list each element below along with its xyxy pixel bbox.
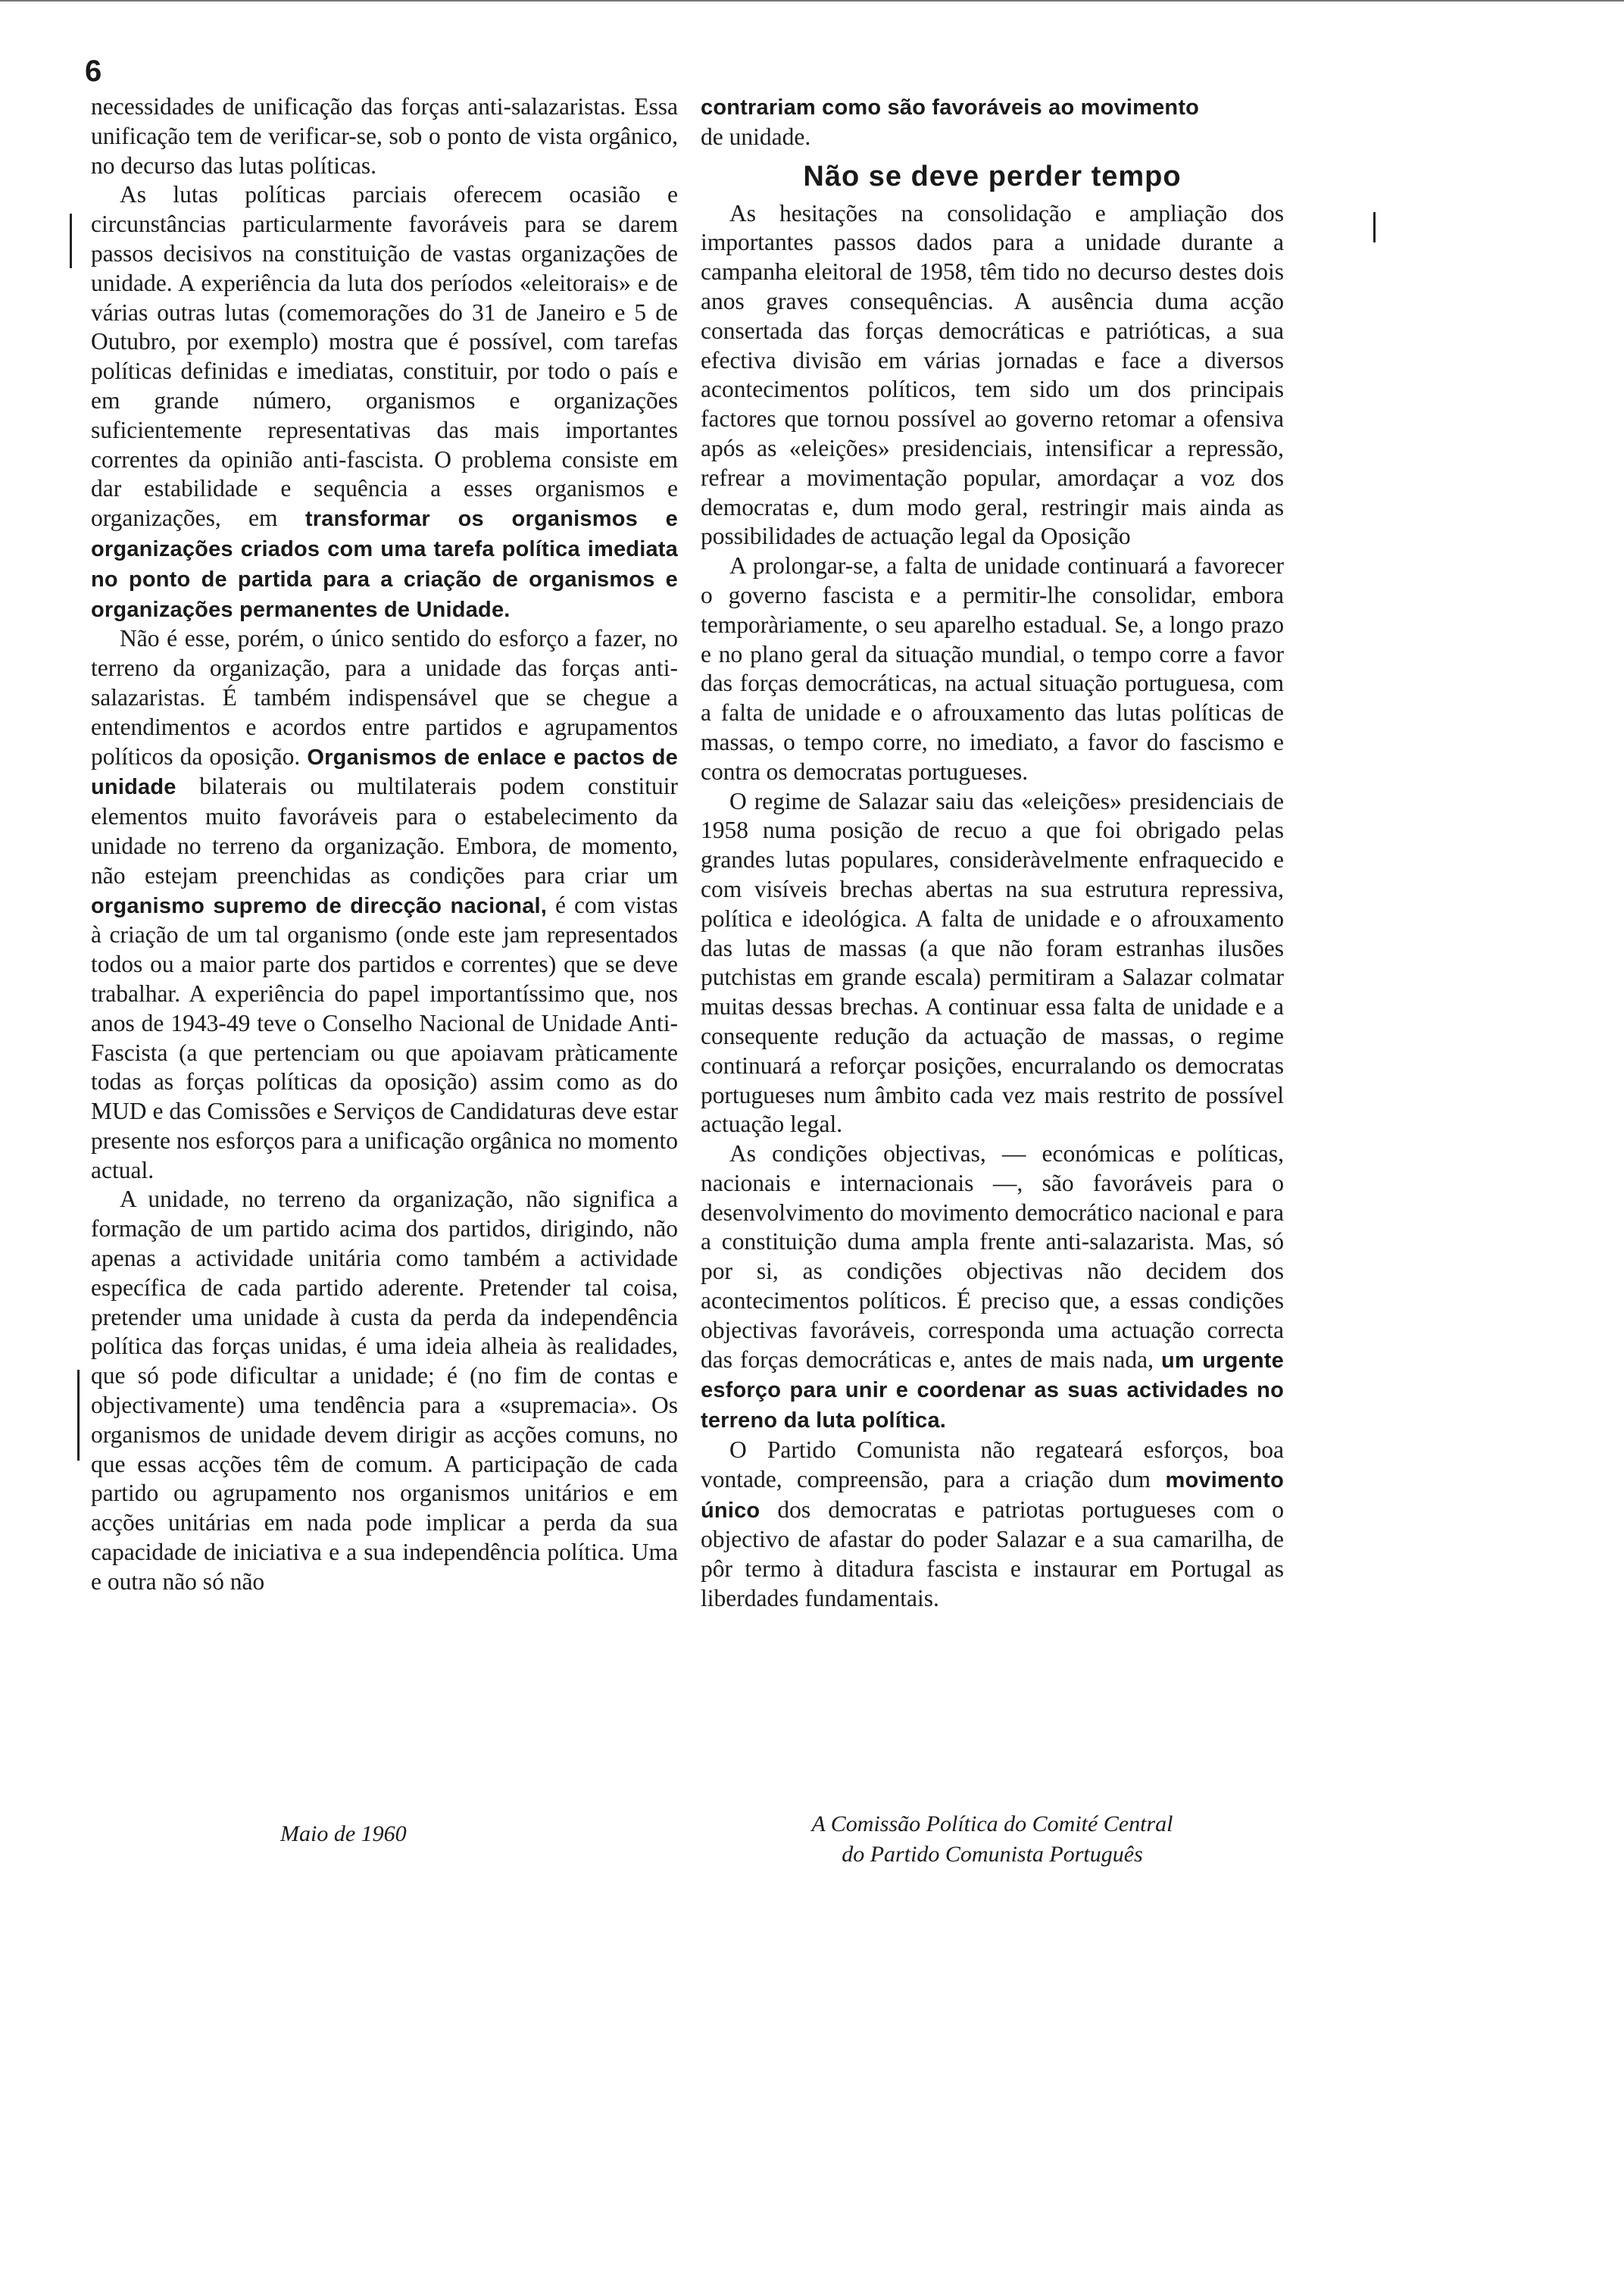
right-paragraph-0: contrariam como são favoráveis ao movimento de unidade. [701, 95, 1200, 150]
margin-mark [77, 1370, 80, 1461]
bold-phrase: organismo supremo de direcção nacional, [91, 893, 548, 918]
left-paragraph-2: As lutas políticas parciais oferecem ocasião e circunstâncias particularmente favoráveis para se darem passos decisivos na constituição de vastas organizações de unidade. A experiência da luta dos períodos «eleitorais» e de várias outras lutas (comemorações do 31 de Janeiro e 5 de Outubro, por exemplo) mostra que é possível, com tarefas políticas definidas e imediatas, constituir, por todo o país e em grande número, organismos e organizações suficientemente representativas das mais importantes correntes da opinião anti-fascista. O problema consiste em dar estabilidade e sequência a esses organismos e organizações, em transformar os organismos e organizações criados com uma tarefa política imediata no ponto de partida para a criação de organismos e organizações permanentes de Unidade. [91, 181, 678, 622]
top-rule [0, 0, 1624, 2]
signature-line-1: A Comissão Política do Comité Central [811, 1811, 1173, 1836]
bold-phrase: Organismos de enlace e pactos de unidade [91, 745, 678, 800]
signature-block [701, 1809, 1284, 1870]
bold-phrase: contrariam como são favoráveis ao movimento [701, 95, 1200, 120]
bold-phrase: um urgente esforço para unir e coordenar as suas actividades no terreno da luta política. [701, 1348, 1284, 1433]
right-paragraph-5: O Partido Comunista não regateará esforços, boa vontade, compreensão, para a criação dum movimento único dos democratas e patriotas portugueses com o objectivo de afastar do poder Salazar e a sua camarilha, de pôr termo à ditadura fascista e instaurar em Portugal as liberdades fundamentais. [701, 1436, 1284, 1612]
signature-line-2: do Partido Comunista Português [842, 1842, 1143, 1867]
left-column [91, 92, 678, 1597]
page-number: 6 [85, 55, 102, 88]
left-paragraph-1: necessidades de unificação das forças anti-salazaristas. Essa unificação tem de verificar-se, sob o ponto de vista orgânico, no decurso das lutas políticas. [91, 93, 678, 179]
right-column [701, 92, 1284, 1614]
margin-mark [1373, 212, 1376, 242]
right-paragraph-3: O regime de Salazar saiu das «eleições» presidenciais de 1958 numa posição de recuo a que foi obrigado pelas grandes lutas populares, consideràvelmente enfraquecido e com visíveis brechas abertas na sua estrutura repressiva, política e ideológica. A falta de unidade e o afrouxamento das lutas de massas (a que não foram estranhas ilusões putchistas em grande escala) permitiram a Salazar colmatar muitas dessas brechas. A continuar essa falta de unidade e a consequente redução da actuação de massas, o regime continuará a reforçar posições, encurralando os democratas portugueses num âmbito cada vez mais restrito de possível actuação legal. [701, 787, 1284, 1138]
right-paragraph-4: As condições objectivas, — económicas e políticas, nacionais e internacionais —, são favoráveis para o desenvolvimento do movimento democrático nacional e para a constituição duma ampla frente anti-salazarista. Mas, só por si, as condições objectivas não decidem dos acontecimentos políticos. É preciso que, a essas condições objectivas favoráveis, corresponda uma actuação correcta das forças democráticas e, antes de mais nada, um urgente esforço para unir e coordenar as suas actividades no terreno da luta política. [701, 1140, 1284, 1433]
right-paragraph-2: A prolongar-se, a falta de unidade continuará a favorecer o governo fascista e a permitir-lhe consolidar, embora temporàriamente, o seu aparelho estadual. Se, a longo prazo e no plano geral da situação mundial, o tempo corre a favor das forças democráticas, na actual situação portuguesa, com a falta de unidade e o afrouxamento das lutas políticas de massas, o tempo corre, no imediato, a favor do fascismo e contra os democratas portugueses. [701, 552, 1284, 785]
bold-phrase: transformar os organismos e organizações criados com uma tarefa política imediata no ponto de partida para a criação de organismos e organizações permanentes de Unidade. [91, 507, 678, 622]
bold-phrase: movimento único [701, 1467, 1284, 1523]
right-paragraph-1: As hesitações na consolidação e ampliação dos importantes passos dados para a unidade durante a campanha eleitoral de 1958, têm tido no decurso destes dois anos graves consequências. A ausência duma acção consertada das forças democráticas e patrióticas, a sua efectiva divisão em várias jornadas e face a diversos acontecimentos políticos, tem sido um dos principais factores que tornou possível ao governo retomar a ofensiva após as «eleições» presidenciais, intensificar a repressão, refrear a movimentação popular, amordaçar a voz dos democratas e, dum modo geral, restringir mais ainda as possibilidades de actuação legal da Oposição [701, 199, 1284, 550]
document-date: Maio de 1960 [280, 1821, 407, 1846]
margin-mark [70, 214, 72, 268]
section-heading: Não se deve perder tempo [803, 160, 1182, 192]
left-paragraph-4: A unidade, no terreno da organização, não significa a formação de um partido acima dos partidos, dirigindo, não apenas a actividade unitária como também a actividade específica de cada partido aderente. Pretender tal coisa, pretender uma unidade à custa da perda da independência política das forças unidas, é uma ideia alheia às realidades, que só pode dificultar a unidade; é (no fim de contas e objectivamente) uma tendência para a «supremacia». Os organismos de unidade devem dirigir as acções comuns, no que essas acções têm de comum. A participação de cada partido ou agrupamento nos organismos unitários e em acções unitárias em nada pode implicar a perda da sua capacidade de iniciativa e a sua independência política. Uma e outra não só não [91, 1186, 678, 1595]
left-paragraph-3: Não é esse, porém, o único sentido do esforço a fazer, no terreno da organização, para a unidade das forças anti-salazaristas. É também indispensável que se chegue a entendimentos e acordos entre partidos e agrupamentos políticos da oposição. Organismos de enlace e pactos de unidade bilaterais ou multilaterais podem constituir elementos muito favoráveis para o estabelecimento da unidade no terreno da organização. Embora, de momento, não estejam preenchidas as condições para criar um organismo supremo de direcção nacional, é com vistas à criação de um tal organismo (onde este jam representados todos ou a maior parte dos partidos e correntes) que se deve trabalhar. A experiência do papel importantíssimo que, nos anos de 1943-49 teve o Conselho Nacional de Unidade Anti-Fascista (a que pertenciam ou que apoiavam pràticamente todas as forças políticas da oposição) assim como as do MUD e das Comissões e Serviços de Candidaturas deve estar presente nos esforços para a unificação orgânica no momento actual. [91, 625, 678, 1183]
